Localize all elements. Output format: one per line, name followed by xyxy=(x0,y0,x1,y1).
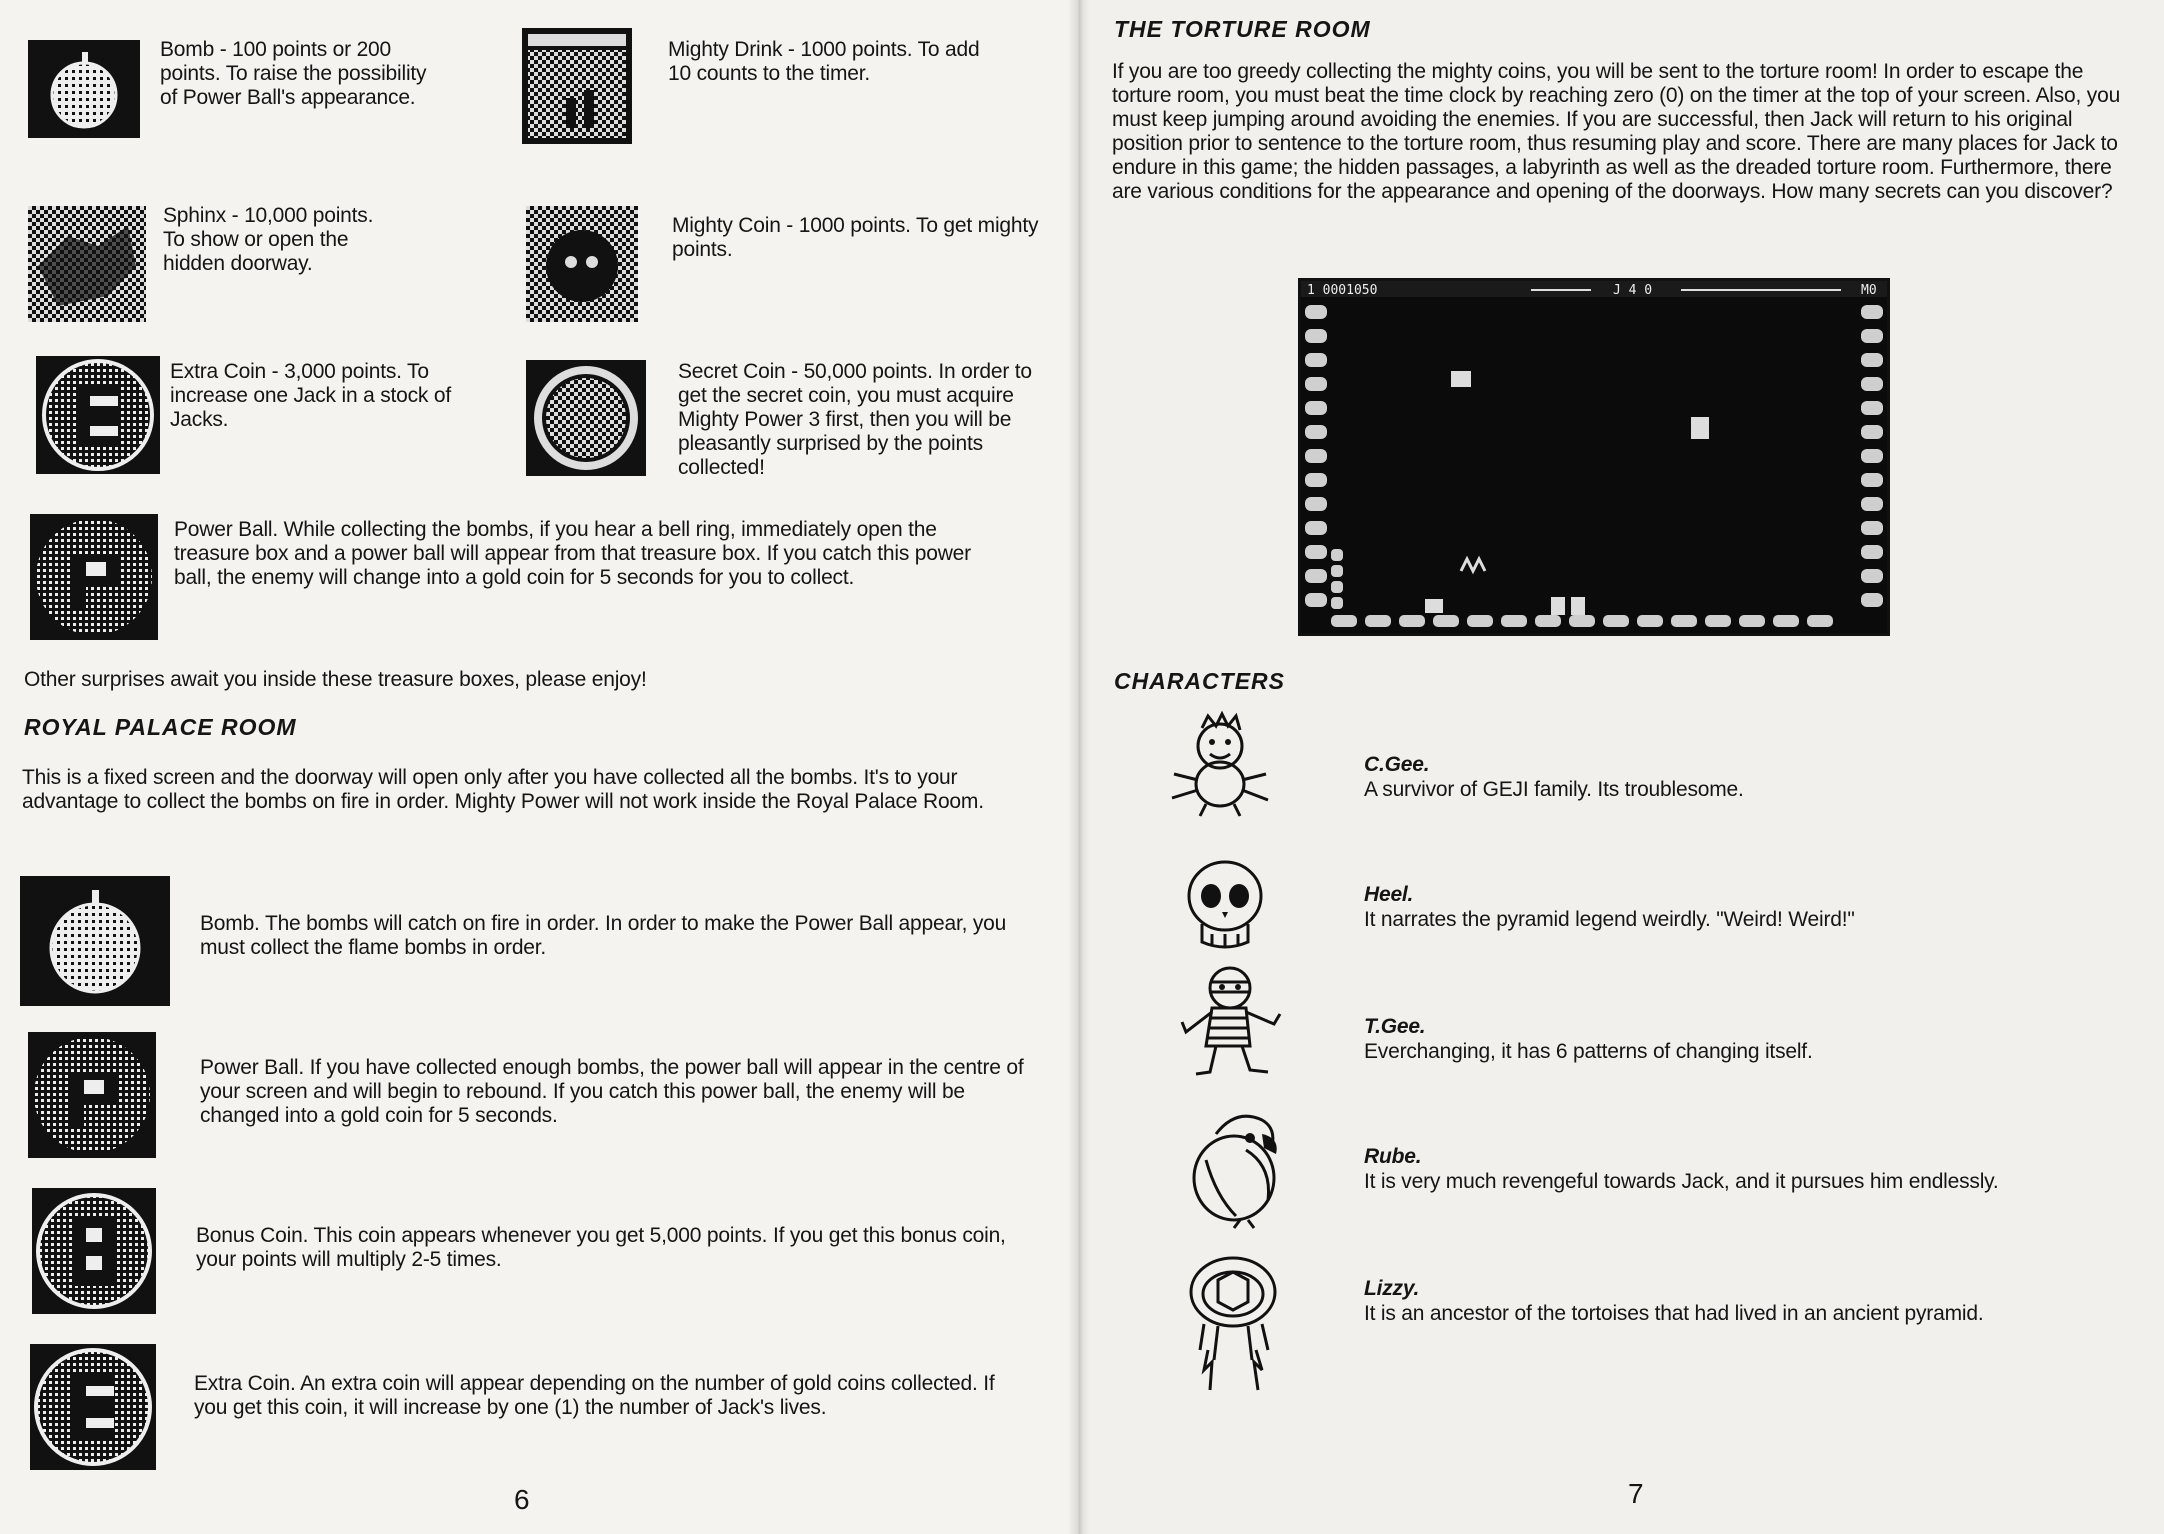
game-timer: J 4 0 xyxy=(1613,283,1653,298)
extra-coin-description: Extra Coin - 3,000 points. To increase one Jack in a stock of Jacks. xyxy=(170,360,451,431)
extra-coin-icon xyxy=(36,356,160,474)
character-description: A survivor of GEJI family. Its troublesome. xyxy=(1364,778,1744,801)
character-name: T.Gee. xyxy=(1364,1015,1426,1038)
character-name: C.Gee. xyxy=(1364,753,1430,776)
character-name: Rube. xyxy=(1364,1145,1422,1168)
torture-room-heading: THE TORTURE ROOM xyxy=(1114,16,1371,42)
game-corner-label: M0 xyxy=(1861,283,1877,298)
character-heel xyxy=(1364,882,2084,932)
book-spine xyxy=(1068,0,1090,1534)
surprises-text: Other surprises await you inside these treasure boxes, please enjoy! xyxy=(24,668,647,691)
character-t-gee xyxy=(1364,1014,2084,1064)
game-score: 1 0001050 xyxy=(1307,283,1378,298)
extra-coin-icon xyxy=(30,1344,156,1470)
mighty-drink-description: Mighty Drink - 1000 points. To add 10 counts to the timer. xyxy=(668,38,980,85)
lizzy-tortoise-icon xyxy=(1178,1250,1288,1400)
royal-power-ball-description: Power Ball. If you have collected enough bombs, the power ball will appear in the centre of your screen and will begin to rebound. If you catch this power ball, the enemy will be changed into a gold coin for 5 seconds. xyxy=(200,1056,1024,1127)
page-number-left: 6 xyxy=(514,1484,530,1515)
power-ball-icon xyxy=(30,514,158,640)
character-lizzy xyxy=(1364,1276,2104,1326)
bomb-icon xyxy=(20,876,170,1006)
heel-skull-icon xyxy=(1180,856,1270,952)
torture-room-text: If you are too greedy collecting the mighty coins, you will be sent to the torture room! In order to escape the torture room, you must beat the time clock by reaching zero (0) on the timer at the top of your screen. Also, you must keep jumping around avoiding the enemies. If you are successful, then Jack will return to his original position prior to sentence to the torture room, thus resuming play and score. There are many places for Jack to endure in this game; the hidden passages, a labyrinth as well as the dreaded torture room. Furthermore, there are various conditions for the appearance and opening of the doorways. How many secrets can you discover? xyxy=(1112,60,2121,203)
sphinx-icon xyxy=(28,206,146,322)
game-screenshot xyxy=(1298,278,1890,636)
mighty-coin-icon xyxy=(526,206,638,322)
character-description: It is an ancestor of the tortoises that had lived in an ancient pyramid. xyxy=(1364,1302,1984,1325)
secret-coin-description: Secret Coin - 50,000 points. In order to get the secret coin, you must acquire Mighty Power 3 first, then you will be pleasantly surprised by the points collected! xyxy=(678,360,1032,479)
bonus-coin-icon xyxy=(32,1188,156,1314)
royal-palace-heading: ROYAL PALACE ROOM xyxy=(24,714,297,740)
character-name: Heel. xyxy=(1364,883,1414,906)
character-description: It is very much revengeful towards Jack, and it pursues him endlessly. xyxy=(1364,1170,1999,1193)
royal-extra-coin-description: Extra Coin. An extra coin will appear depending on the number of gold coins collected. If you get this coin, it will increase by one (1) the number of Jack's lives. xyxy=(194,1372,995,1419)
c-gee-icon xyxy=(1160,710,1280,820)
character-name: Lizzy. xyxy=(1364,1277,1420,1300)
rube-bird-icon xyxy=(1176,1104,1290,1230)
bomb-description: Bomb - 100 points or 200 points. To raise the possibility of Power Ball's appearance. xyxy=(160,38,427,109)
sphinx-description: Sphinx - 10,000 points. To show or open the hidden doorway. xyxy=(163,204,374,275)
secret-coin-icon xyxy=(526,360,646,476)
character-description: Everchanging, it has 6 patterns of changing itself. xyxy=(1364,1040,1813,1063)
characters-heading: CHARACTERS xyxy=(1114,668,1285,694)
mighty-coin-description: Mighty Coin - 1000 points. To get mighty points. xyxy=(672,214,1039,261)
royal-palace-intro: This is a fixed screen and the doorway will open only after you have collected all the bombs. It's to your advantage to collect the bombs on fire in order. Mighty Power will not work inside the Royal Palace Room. xyxy=(22,766,984,813)
power-ball-icon xyxy=(28,1032,156,1158)
t-gee-mummy-icon xyxy=(1176,962,1286,1078)
character-rube xyxy=(1364,1144,2084,1194)
character-c-gee xyxy=(1364,752,2084,802)
page-number-right: 7 xyxy=(1628,1478,1644,1509)
power-ball-description: Power Ball. While collecting the bombs, if you hear a bell ring, immediately open the treasure box and a power ball will appear from that treasure box. If you catch this power ball, the enemy will change into a gold coin for 5 seconds for you to collect. xyxy=(174,518,971,589)
character-description: It narrates the pyramid legend weirdly. "Weird! Weird!" xyxy=(1364,908,1855,931)
bomb-icon xyxy=(28,40,140,138)
mighty-drink-icon xyxy=(522,28,632,144)
bonus-coin-description: Bonus Coin. This coin appears whenever you get 5,000 points. If you get this bonus coin, your points will multiply 2-5 times. xyxy=(196,1224,1006,1271)
royal-bomb-description: Bomb. The bombs will catch on fire in order. In order to make the Power Ball appear, you must collect the flame bombs in order. xyxy=(200,912,1007,959)
